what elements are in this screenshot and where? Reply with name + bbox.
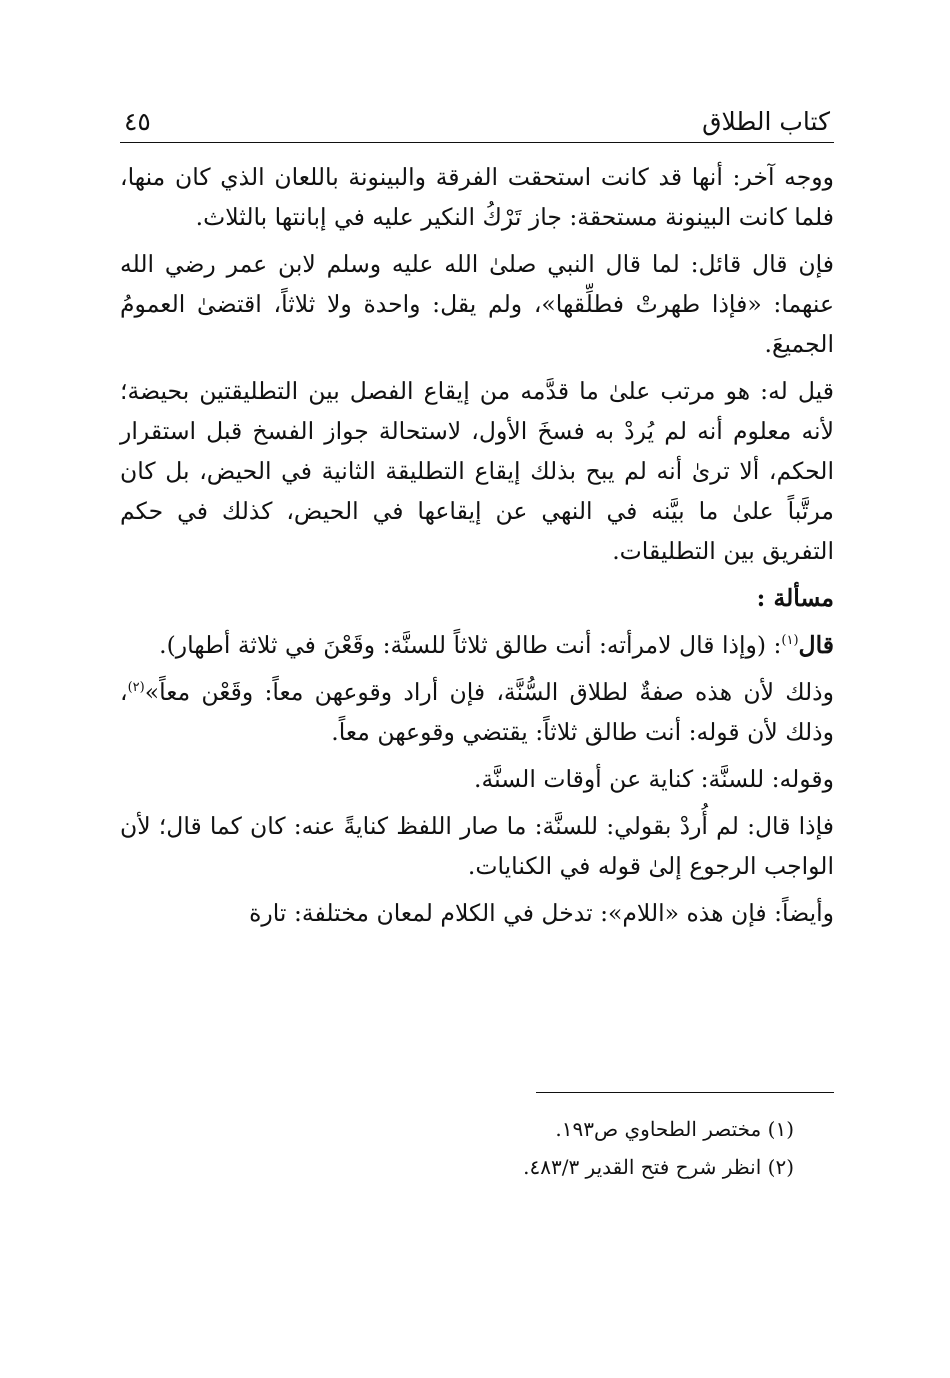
footnote-ref-1[interactable]: (١) <box>781 633 799 649</box>
paragraph-part: وذلك لأن هذه صفةٌ لطلاق السُّنَّة، فإن أراد وقوعهن معاً: وقَعْن معاً» <box>144 678 834 706</box>
book-page <box>120 92 834 1179</box>
paragraph: ووجه آخر: أنها قد كانت استحقت الفرقة والبينونة باللعان الذي كان منها، فلما كانت البينونة مستحقة: جاز تَرْكُ النكير عليه في إبانتها بالثلاث. <box>120 163 834 231</box>
main-text <box>120 157 834 933</box>
paragraph: فإن قال قائل: لما قال النبي صلىٰ الله عليه وسلم لابن عمر رضي الله عنهما: «فإذا طهرتْ فطلِّقها»، ولم يقل: واحدة ولا ثلاثاً، اقتضىٰ العمومُ الجميعَ. <box>120 250 834 358</box>
page-number: ٤٥ <box>124 107 151 136</box>
quote-paragraph <box>120 625 834 665</box>
footnote-rule <box>536 1092 834 1093</box>
paragraph <box>120 672 834 752</box>
paragraph-part: ، وذلك لأن قوله: أنت طالق ثلاثاً: يقتضي وقوعهن معاً. <box>120 678 834 746</box>
paragraph: وقوله: للسنَّة: كناية عن أوقات السنَّة. <box>474 765 834 793</box>
footnote-2: (٢) انظر شرح فتح القدير ٤٨٣/٣. <box>523 1155 794 1179</box>
chapter-title: كتاب الطلاق <box>702 107 830 136</box>
paragraph: قيل له: هو مرتب علىٰ ما قدَّمه من إيقاع الفصل بين التطليقتين بحيضة؛ لأنه معلوم أنه لم يُردْ به فسخَ الأول، لاستحالة جواز الفسخ قبل استقرار الحكم، ألا ترىٰ أنه لم يبح بذلك إيقاع التطليقة الثانية في الحيض، بل كان مرتَّباً علىٰ ما بيَّنه في النهي عن إيقاعها في الحيض، كذلك في حكم التفريق بين التطليقات. <box>120 377 834 565</box>
section-heading: مسألة : <box>756 584 834 612</box>
footnotes <box>134 1110 794 1186</box>
footnote-ref-2[interactable]: (٢) <box>127 680 145 696</box>
header-rule <box>120 142 834 143</box>
paragraph: فإذا قال: لم أُردْ بقولي: للسنَّة: ما صار اللفظ كنايةً عنه: كان كما قال؛ لأن الواجب الرجوع إلىٰ قوله في الكنايات. <box>120 812 834 880</box>
running-header <box>120 92 834 136</box>
paragraph: وأيضاً: فإن هذه «اللام»: تدخل في الكلام لمعان مختلفة: تارة <box>249 899 834 927</box>
quote-label: قال <box>798 631 834 659</box>
footnote-1: (١) مختصر الطحاوي ص١٩٣. <box>555 1117 794 1141</box>
quote-text: : (وإذا قال لامرأته: أنت طالق ثلاثاً للسنَّة: وقَعْنَ في ثلاثة أطهار). <box>159 631 782 659</box>
